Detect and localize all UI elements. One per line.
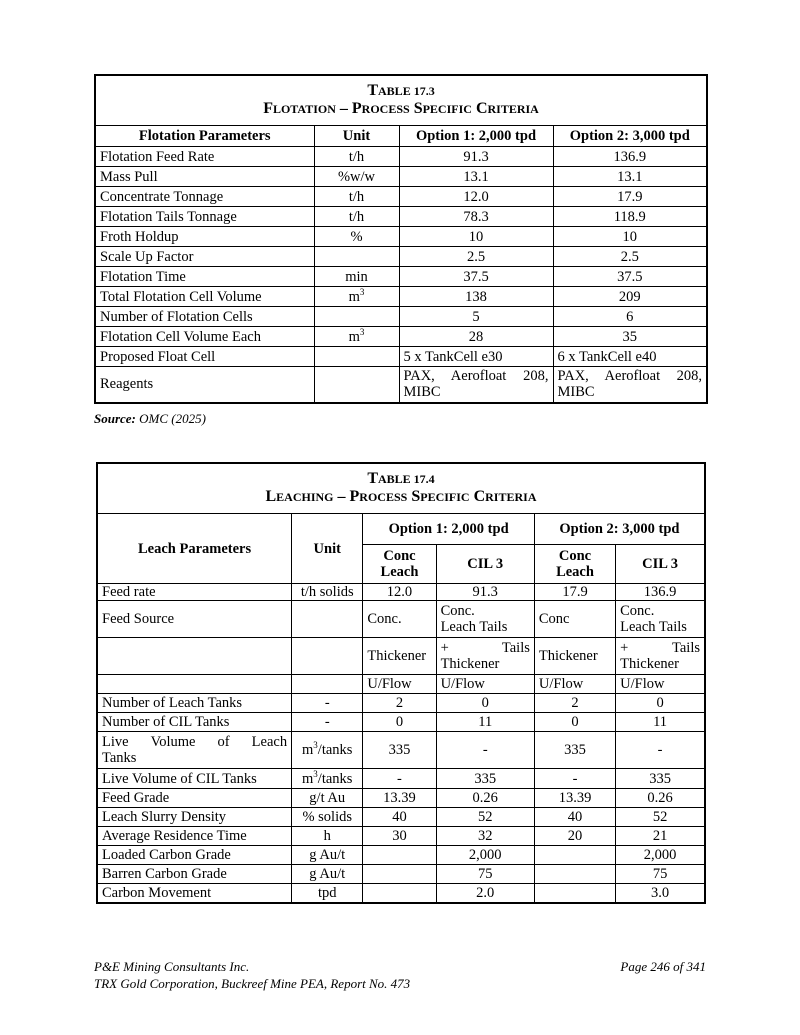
- footer-report: TRX Gold Corporation, Buckreef Mine PEA, Report No. 473: [94, 976, 411, 991]
- cell: 2,000: [436, 846, 534, 865]
- column-header: Unit: [292, 514, 363, 584]
- cell: 13.39: [534, 789, 615, 808]
- table-row: [95, 327, 707, 347]
- cell: Froth Holdup: [95, 227, 314, 247]
- cell: [314, 307, 399, 327]
- column-header: Option 2: 3,000 tpd: [534, 514, 705, 545]
- cell: Number of CIL Tanks: [97, 713, 292, 732]
- cell: [292, 601, 363, 638]
- table-row: [95, 167, 707, 187]
- footer-page-number: Page 246 of 341: [620, 959, 706, 974]
- cell: 0: [534, 713, 615, 732]
- cell: [314, 247, 399, 267]
- cell: t/h: [314, 147, 399, 167]
- cell: 17.9: [534, 584, 615, 601]
- cell: U/Flow: [616, 675, 705, 694]
- cell: Leach Slurry Density: [97, 808, 292, 827]
- cell: Concentrate Tonnage: [95, 187, 314, 207]
- cell: h: [292, 827, 363, 846]
- table-row: [97, 601, 705, 638]
- cell: U/Flow: [534, 675, 615, 694]
- cell: 0.26: [436, 789, 534, 808]
- cell: Scale Up Factor: [95, 247, 314, 267]
- cell: 136.9: [553, 147, 707, 167]
- table-row: [97, 827, 705, 846]
- cell: U/Flow: [363, 675, 436, 694]
- table-row: [95, 267, 707, 287]
- cell: g Au/t: [292, 846, 363, 865]
- cell: 40: [363, 808, 436, 827]
- cell: -: [363, 769, 436, 789]
- cell: $m^3$/tanks: [292, 769, 363, 789]
- cell: [534, 884, 615, 903]
- cell: 78.3: [399, 207, 553, 227]
- cell: Number of Flotation Cells: [95, 307, 314, 327]
- cell: 335: [534, 732, 615, 769]
- cell: Flotation Feed Rate: [95, 147, 314, 167]
- cell: 0: [363, 713, 436, 732]
- cell: 2: [534, 694, 615, 713]
- cell: Barren Carbon Grade: [97, 865, 292, 884]
- cell: t/h: [314, 187, 399, 207]
- cell: Average Residence Time: [97, 827, 292, 846]
- cell: 335: [436, 769, 534, 789]
- cell: 30: [363, 827, 436, 846]
- cell: Conc: [534, 601, 615, 638]
- cell: Flotation Tails Tonnage: [95, 207, 314, 227]
- cell: Thickener: [534, 638, 615, 675]
- cell: Number of Leach Tanks: [97, 694, 292, 713]
- table-row: [97, 808, 705, 827]
- table-row: [97, 694, 705, 713]
- cell: 0: [436, 694, 534, 713]
- cell: [314, 347, 399, 367]
- cell: PAX, Aerofloat 208, MIBC: [399, 367, 553, 403]
- cell: 13.1: [399, 167, 553, 187]
- table-header-row: [97, 514, 705, 545]
- cell: 32: [436, 827, 534, 846]
- table-row: [95, 147, 707, 167]
- cell: min: [314, 267, 399, 287]
- cell: Reagents: [95, 367, 314, 403]
- cell: -: [436, 732, 534, 769]
- cell: 11: [616, 713, 705, 732]
- cell: 13.1: [553, 167, 707, 187]
- cell: Loaded Carbon Grade: [97, 846, 292, 865]
- cell: t/h solids: [292, 584, 363, 601]
- cell: Conc.: [363, 601, 436, 638]
- cell: 5: [399, 307, 553, 327]
- table-row: [97, 884, 705, 903]
- cell: 28: [399, 327, 553, 347]
- cell: g Au/t: [292, 865, 363, 884]
- table-row: [95, 307, 707, 327]
- cell: Flotation Time: [95, 267, 314, 287]
- cell: Carbon Movement: [97, 884, 292, 903]
- cell: Total Flotation Cell Volume: [95, 287, 314, 307]
- cell: 40: [534, 808, 615, 827]
- table-row: [95, 247, 707, 267]
- cell: 20: [534, 827, 615, 846]
- column-header: Conc Leach: [363, 545, 436, 584]
- cell: 2.5: [399, 247, 553, 267]
- cell: Proposed Float Cell: [95, 347, 314, 367]
- table-row: [97, 732, 705, 769]
- cell: Thickener: [363, 638, 436, 675]
- cell: tpd: [292, 884, 363, 903]
- table-row: [97, 675, 705, 694]
- column-header: Unit: [314, 126, 399, 147]
- cell: 0: [616, 694, 705, 713]
- cell: 12.0: [363, 584, 436, 601]
- cell: Feed rate: [97, 584, 292, 601]
- cell: 75: [436, 865, 534, 884]
- cell: 335: [363, 732, 436, 769]
- table-row: [95, 347, 707, 367]
- table-row: [97, 584, 705, 601]
- cell: g/t Au: [292, 789, 363, 808]
- cell: 37.5: [553, 267, 707, 287]
- cell: -: [616, 732, 705, 769]
- cell: 37.5: [399, 267, 553, 287]
- cell: 13.39: [363, 789, 436, 808]
- table-source-note: Source: OMC (2025): [94, 411, 206, 426]
- cell: 52: [616, 808, 705, 827]
- cell: 21: [616, 827, 705, 846]
- cell: 136.9: [616, 584, 705, 601]
- table-row: [97, 713, 705, 732]
- table-row: [97, 865, 705, 884]
- column-header: Conc Leach: [534, 545, 615, 584]
- table-row: [95, 287, 707, 307]
- cell: Mass Pull: [95, 167, 314, 187]
- cell: Live Volume of CIL Tanks: [97, 769, 292, 789]
- table-row: [95, 207, 707, 227]
- column-header: Flotation Parameters: [95, 126, 314, 147]
- cell: $m^3$: [314, 287, 399, 307]
- cell: 209: [553, 287, 707, 307]
- cell: 118.9: [553, 207, 707, 227]
- cell: 52: [436, 808, 534, 827]
- cell: PAX, Aerofloat 208, MIBC: [553, 367, 707, 403]
- table-row: [95, 367, 707, 403]
- cell: 12.0: [399, 187, 553, 207]
- cell: Live Volume of Leach Tanks: [97, 732, 292, 769]
- cell: [97, 675, 292, 694]
- table-row: [97, 638, 705, 675]
- cell: Feed Grade: [97, 789, 292, 808]
- cell: [314, 367, 399, 403]
- cell: 91.3: [436, 584, 534, 601]
- cell: $m^3$/tanks: [292, 732, 363, 769]
- cell: + Tails Thickener: [436, 638, 534, 675]
- cell: [292, 675, 363, 694]
- table-caption: TABLE 17.3 FLOTATION – PROCESS SPECIFIC CRITERIA: [95, 75, 707, 126]
- cell: U/Flow: [436, 675, 534, 694]
- table-row: [97, 789, 705, 808]
- cell: 2.0: [436, 884, 534, 903]
- column-header: Option 1: 2,000 tpd: [399, 126, 553, 147]
- cell: 10: [553, 227, 707, 247]
- cell: 2: [363, 694, 436, 713]
- cell: Feed Source: [97, 601, 292, 638]
- cell: [363, 846, 436, 865]
- cell: [534, 865, 615, 884]
- cell: [363, 884, 436, 903]
- cell: + Tails Thickener: [616, 638, 705, 675]
- flotation-criteria-table: [94, 74, 708, 404]
- footer-company: P&E Mining Consultants Inc.: [94, 959, 250, 974]
- cell: t/h: [314, 207, 399, 227]
- table-row: [97, 769, 705, 789]
- cell: Conc. Leach Tails: [616, 601, 705, 638]
- cell: -: [292, 713, 363, 732]
- table-caption: TABLE 17.4 LEACHING – PROCESS SPECIFIC CRITERIA: [97, 463, 705, 514]
- cell: [292, 638, 363, 675]
- cell: Flotation Cell Volume Each: [95, 327, 314, 347]
- table-row: [95, 187, 707, 207]
- cell: Conc. Leach Tails: [436, 601, 534, 638]
- cell: 75: [616, 865, 705, 884]
- cell: 5 x TankCell e30: [399, 347, 553, 367]
- cell: % solids: [292, 808, 363, 827]
- leaching-criteria-table: [96, 462, 706, 904]
- footer-left: [94, 958, 410, 992]
- cell: 6 x TankCell e40: [553, 347, 707, 367]
- cell: 2.5: [553, 247, 707, 267]
- cell: 17.9: [553, 187, 707, 207]
- cell: 11: [436, 713, 534, 732]
- cell: 335: [616, 769, 705, 789]
- table-header-row: [95, 126, 707, 147]
- cell: 6: [553, 307, 707, 327]
- column-header: Option 2: 3,000 tpd: [553, 126, 707, 147]
- cell: $m^3$: [314, 327, 399, 347]
- cell: [97, 638, 292, 675]
- cell: 138: [399, 287, 553, 307]
- cell: 0.26: [616, 789, 705, 808]
- cell: 10: [399, 227, 553, 247]
- table-row: [95, 227, 707, 247]
- cell: [534, 846, 615, 865]
- cell: [363, 865, 436, 884]
- column-header: Leach Parameters: [97, 514, 292, 584]
- cell: %: [314, 227, 399, 247]
- cell: 35: [553, 327, 707, 347]
- column-header: CIL 3: [436, 545, 534, 584]
- cell: %w/w: [314, 167, 399, 187]
- cell: 2,000: [616, 846, 705, 865]
- column-header: Option 1: 2,000 tpd: [363, 514, 535, 545]
- cell: 3.0: [616, 884, 705, 903]
- column-header: CIL 3: [616, 545, 705, 584]
- cell: -: [292, 694, 363, 713]
- cell: 91.3: [399, 147, 553, 167]
- cell: -: [534, 769, 615, 789]
- table-row: [97, 846, 705, 865]
